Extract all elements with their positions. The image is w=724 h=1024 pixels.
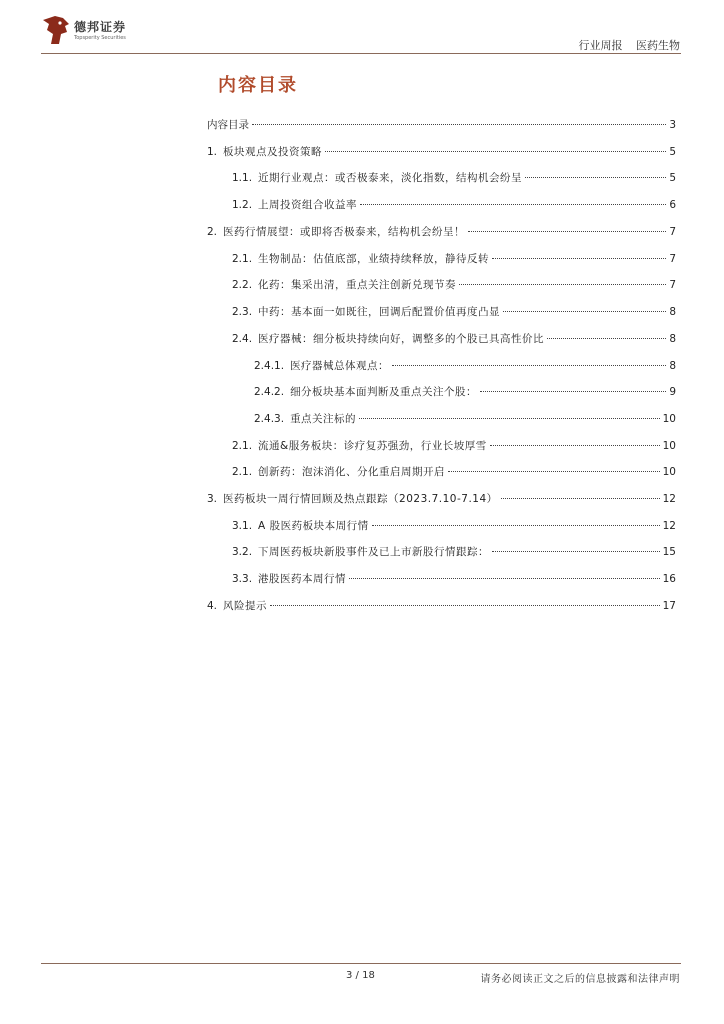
toc-entry[interactable]	[207, 144, 676, 160]
toc-leader-dots	[360, 204, 666, 205]
toc-entry-number: 3.	[207, 493, 218, 505]
toc-entry-number: 3.3.	[232, 573, 253, 585]
toc-entry-page: 10	[662, 413, 676, 425]
toc-entry-page: 10	[662, 440, 676, 452]
toc-entry[interactable]	[207, 598, 676, 614]
toc-entry-text: 板块观点及投资策略	[223, 146, 323, 158]
toc-entry-text: 医药行情展望：或即将否极泰来，结构机会纷呈！	[223, 226, 466, 238]
toc-entry-text: 化药：集采出清，重点关注创新兑现节奏	[258, 279, 457, 291]
toc-leader-dots	[492, 551, 660, 552]
toc-entry-number: 2.1.	[232, 253, 253, 265]
toc-entry-number: 1.	[207, 146, 218, 158]
toc-entry-number: 2.1.	[232, 440, 253, 452]
toc-entry-page: 6	[669, 199, 676, 211]
toc-entry-number: 2.3.	[232, 306, 253, 318]
toc-entry-number: 2.1.	[232, 466, 253, 478]
toc-leader-dots	[459, 284, 666, 285]
toc-entry-text: 重点关注标的	[290, 413, 357, 425]
toc-entry[interactable]	[254, 384, 676, 400]
toc-entry-text: 港股医药本周行情	[258, 573, 347, 585]
toc-entry[interactable]	[232, 197, 676, 213]
toc-title: 内容目录	[218, 75, 298, 96]
toc-entry-text: 上周投资组合收益率	[258, 199, 358, 211]
toc-leader-dots	[480, 391, 666, 392]
toc-entry-text: 风险提示	[223, 600, 268, 612]
toc-entry-number: 3.1.	[232, 520, 253, 532]
toc-entry-page: 7	[669, 279, 676, 291]
toc-entry-text: 医药板块一周行情回顾及热点跟踪（2023.7.10-7.14）	[223, 493, 498, 505]
toc-entry-page: 3	[669, 119, 676, 131]
toc-entry-text: 生物制品：估值底部，业绩持续释放，静待反转	[258, 253, 490, 265]
toc-entry-text: 中药：基本面一如既往，回调后配置价值再度凸显	[258, 306, 501, 318]
toc-leader-dots	[468, 231, 666, 232]
toc-entry[interactable]	[232, 544, 676, 560]
toc-entry[interactable]	[232, 170, 676, 186]
toc-leader-dots	[359, 418, 660, 419]
toc-entry-number: 3.2.	[232, 546, 253, 558]
toc-entry-page: 12	[662, 520, 676, 532]
toc-entry-page: 8	[669, 360, 676, 372]
toc-leader-dots	[501, 498, 660, 499]
toc-leader-dots	[349, 578, 660, 579]
toc-entry[interactable]	[254, 358, 676, 374]
toc-entry-page: 9	[669, 386, 676, 398]
toc-leader-dots	[547, 338, 666, 339]
toc-entry-text: 医疗器械总体观点：	[290, 360, 390, 372]
logo-emblem-icon	[41, 14, 71, 46]
toc-entry-page: 7	[669, 253, 676, 265]
toc-leader-dots	[503, 311, 666, 312]
toc-leader-dots	[525, 177, 666, 178]
toc-entry-number: 2.	[207, 226, 218, 238]
toc-entry-page: 15	[662, 546, 676, 558]
toc-entry[interactable]	[207, 117, 676, 133]
toc-entry-text: 流通&服务板块：诊疗复苏强劲，行业长坡厚雪	[258, 440, 487, 452]
toc-entry[interactable]	[232, 438, 676, 454]
toc-entry-page: 5	[669, 146, 676, 158]
toc-entry[interactable]	[232, 464, 676, 480]
toc-entry-page: 8	[669, 306, 676, 318]
toc-leader-dots	[325, 151, 666, 152]
toc-leader-dots	[252, 124, 666, 125]
toc-entry[interactable]	[232, 571, 676, 587]
toc-entry-text: 细分板块基本面判断及重点关注个股：	[290, 386, 478, 398]
toc-entry-number: 内容目录	[207, 119, 249, 131]
toc-entry-number: 1.2.	[232, 199, 253, 211]
toc-entry[interactable]	[232, 251, 676, 267]
toc-entry-page: 12	[662, 493, 676, 505]
header-divider	[41, 53, 681, 54]
toc-entry-text: A 股医药板块本周行情	[258, 520, 369, 532]
toc-entry-number: 4.	[207, 600, 218, 612]
toc-entry-number: 2.4.1.	[254, 360, 285, 372]
toc-entry-number: 2.2.	[232, 279, 253, 291]
toc-entry-number: 2.4.	[232, 333, 253, 345]
disclaimer-note: 请务必阅读正文之后的信息披露和法律声明	[480, 974, 680, 985]
company-logo	[41, 14, 151, 48]
header-tags	[579, 37, 681, 53]
toc-entry[interactable]	[232, 304, 676, 320]
toc-leader-dots	[372, 525, 660, 526]
footer-divider	[41, 963, 681, 964]
toc-entry[interactable]	[207, 224, 676, 240]
logo-text-cn: 德邦证券	[74, 20, 127, 34]
toc-leader-dots	[492, 258, 666, 259]
toc-entry-text: 医疗器械：细分板块持续向好，调整多的个股已具高性价比	[258, 333, 545, 345]
toc-entry-text: 近期行业观点：或否极泰来，淡化指数，结构机会纷呈	[258, 172, 523, 184]
toc-entry[interactable]	[232, 518, 676, 534]
toc-entry-number: 1.1.	[232, 172, 253, 184]
toc-entry-text: 创新药：泡沫消化、分化重启周期开启	[258, 466, 446, 478]
toc-entry[interactable]	[254, 411, 676, 427]
logo-text-en: Topsperity Securities	[74, 35, 126, 41]
toc-entry-number: 2.4.2.	[254, 386, 285, 398]
page-header	[0, 0, 724, 60]
toc-entry[interactable]	[207, 491, 676, 507]
toc-entry-page: 16	[662, 573, 676, 585]
toc-leader-dots	[448, 471, 660, 472]
toc-entry-text: 下周医药板块新股事件及已上市新股行情跟踪：	[258, 546, 490, 558]
toc-leader-dots	[490, 445, 660, 446]
toc-entry-number: 2.4.3.	[254, 413, 285, 425]
toc-entry-page: 8	[669, 333, 676, 345]
toc-entry-page: 17	[662, 600, 676, 612]
toc-entry-page: 10	[662, 466, 676, 478]
toc-leader-dots	[392, 365, 666, 366]
report-type-tag: 行业周报	[578, 39, 623, 52]
toc-entry[interactable]	[232, 277, 676, 293]
toc-entry-page: 5	[669, 172, 676, 184]
toc-entry-page: 7	[669, 226, 676, 238]
toc-entry[interactable]	[232, 331, 676, 347]
toc-leader-dots	[270, 605, 660, 606]
industry-tag: 医药生物	[636, 39, 680, 52]
page-number: 3 / 18	[346, 970, 375, 981]
